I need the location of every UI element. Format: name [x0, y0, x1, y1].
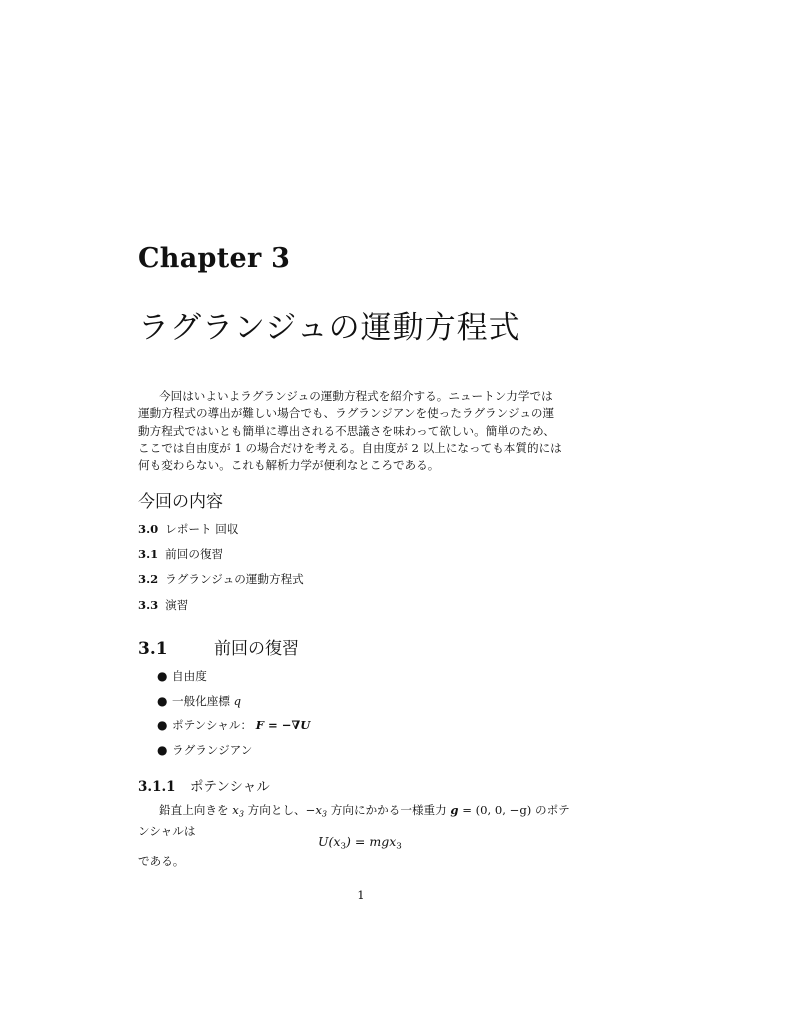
bullet-math: F = −∇U: [255, 718, 311, 732]
contents-heading: 今回の内容: [138, 492, 223, 512]
para-text: 方向にかかる一様重力: [330, 803, 447, 817]
potential-equation: [318, 834, 402, 852]
math-expr: = (0, 0, −g): [458, 803, 532, 817]
after-equation-text: である。: [138, 854, 185, 868]
contents-item-label: 演習: [165, 598, 189, 612]
section-heading: [138, 634, 299, 659]
intro-line: [138, 440, 588, 457]
section-number: 3.1: [138, 639, 168, 659]
equation-subscript: 3: [396, 841, 402, 852]
para-line: [138, 802, 588, 823]
intro-paragraph: [138, 388, 588, 474]
para-text: 鉛直上向きを: [159, 803, 229, 817]
contents-item-label: レポート 回収: [165, 522, 239, 536]
chapter-title: ラグランジュの運動方程式: [138, 310, 521, 346]
intro-text: 以上になっても本質的には: [422, 440, 562, 455]
bullet-item: [157, 742, 252, 758]
math-var: x: [232, 803, 239, 817]
contents-item-number: 3.2: [138, 572, 159, 586]
contents-item: [138, 571, 304, 587]
para-line: ンシャルは: [138, 823, 196, 838]
contents-item-label: ラグランジュの運動方程式: [165, 572, 304, 586]
intro-text: の場合だけを考える。自由度が: [245, 440, 408, 455]
math-vector: g: [450, 803, 459, 817]
contents-item: [138, 597, 188, 613]
intro-line: 運動方程式の導出が難しい場合でも、ラグランジアンを使ったラグランジュの運: [138, 406, 555, 421]
section-title: 前回の復習: [214, 639, 299, 659]
bullet-item: [157, 717, 310, 733]
intro-line: 何も変わらない。これも解析力学が便利なところである。: [138, 458, 440, 473]
bullet-text: ラグランジアン: [172, 743, 253, 757]
math-two: 2: [411, 440, 419, 455]
math-sub: 3: [321, 808, 328, 819]
bullet-text: 自由度: [172, 669, 207, 683]
subsection-number: 3.1.1: [138, 779, 176, 795]
bullet-icon: ●: [157, 669, 168, 683]
contents-item-number: 3.0: [138, 522, 159, 536]
math-sub: 3: [238, 808, 244, 819]
bullet-item: [157, 668, 207, 684]
para-math: [232, 803, 244, 817]
bullet-icon: ●: [157, 743, 168, 757]
intro-text: ここでは自由度が: [138, 440, 231, 455]
para-text: のポテ: [534, 803, 570, 817]
intro-line: 今回はいよいよラグランジュの運動方程式を紹介する。ニュートン力学では: [159, 389, 553, 403]
page-number: 1: [357, 888, 365, 902]
intro-line: 動方程式ではいとも簡単に導出される不思議さを味わって欲しい。簡単のため、: [138, 423, 555, 438]
math-var: −x: [305, 803, 322, 817]
subsection-heading: [138, 775, 270, 795]
contents-item-number: 3.1: [138, 547, 159, 561]
para-math: [306, 803, 327, 817]
para-text: 方向とし、: [247, 803, 306, 817]
equation-subscript: 3: [340, 841, 347, 852]
bullet-text: 一般化座標: [172, 694, 230, 708]
math-one: 1: [234, 440, 242, 455]
contents-item: [138, 546, 223, 562]
contents-item-label: 前回の復習: [165, 547, 224, 561]
bullet-icon: ●: [157, 718, 168, 732]
equation-text: $U(x_3) = mgx_3$: [318, 834, 402, 852]
contents-item-number: 3.3: [138, 598, 159, 612]
bullet-math: q: [233, 694, 242, 708]
bullet-icon: ●: [157, 694, 168, 708]
bullet-text: ポテンシャル：: [172, 718, 253, 732]
chapter-label: Chapter 3: [138, 243, 291, 274]
subsection-title: ポテンシャル: [190, 779, 270, 795]
bullet-item: [157, 693, 241, 709]
contents-item: [138, 521, 238, 537]
